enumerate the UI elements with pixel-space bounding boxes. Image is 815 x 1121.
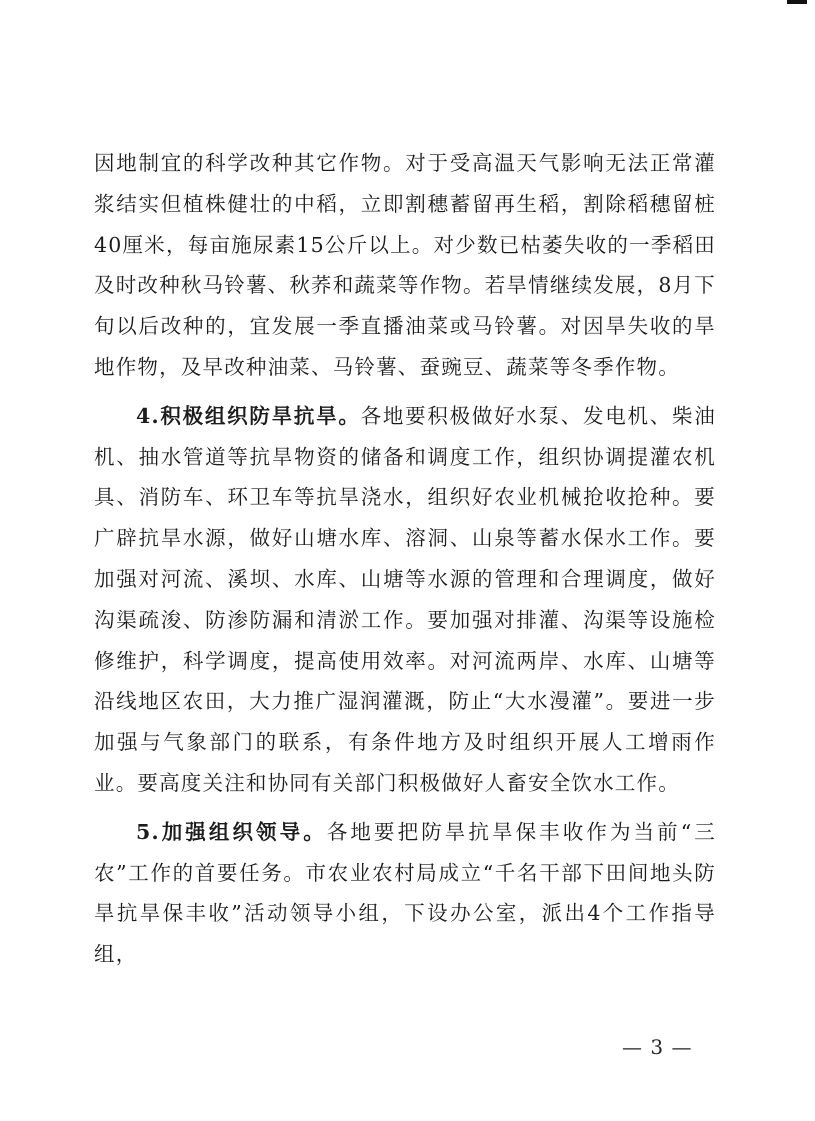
section-4-paragraph — [94, 396, 716, 804]
section-4-body: 各地要积极做好水泵、发电机、柴油机、抽水管道等抗旱物资的储备和调度工作，组织协调提灌农机具、消防车、环卫车等抗旱浇水，组织好农业机械抢收抢种。要广辟抗旱水源，做好山塘水库、溶洞、山泉等蓄水保水工作。要加强对河流、溪坝、水库、山塘等水源的管理和合理调度，做好沟渠疏浚、防渗防漏和清淤工作。要加强对排灌、沟渠等设施检修维护，科学调度，提高使用效率。对河流两岸、水库、山塘等沿线地区农田，大力推广湿润灌溉，防止“大水漫灌”。要进一步加强与气象部门的联系，有条件地方及时组织开展人工增雨作业。要高度关注和协同有关部门积极做好人畜安全饮水工作。 — [94, 403, 716, 795]
paragraph-continuation: 因地制宜的科学改种其它作物。对于受高温天气影响无法正常灌浆结实但植株健壮的中稻，立即割穗蓄留再生稻，割除稻穗留桩40厘米，每亩施尿素15公斤以上。对少数已枯萎失收的一季稻田及时改种秋马铃薯、秋荞和蔬菜等作物。若旱情继续发展，8月下旬以后改种的，宜发展一季直播油菜或马铃薯。对因旱失收的旱地作物，及早改种油菜、马铃薯、蚕豌豆、蔬菜等冬季作物。 — [94, 151, 716, 379]
document-body — [94, 143, 716, 975]
section-5-body: 各地要把防旱抗旱保丰收作为当前“三农”工作的首要任务。市农业农村局成立“千名干部下田间地头防旱抗旱保丰收”活动领导小组，下设办公室，派出4个工作指导组， — [94, 819, 716, 967]
corner-mark — [787, 0, 807, 4]
section-5-heading: 5.加强组织领导。 — [136, 819, 327, 844]
section-5-paragraph — [94, 812, 716, 975]
page-number: — 3 — — [622, 1035, 693, 1059]
section-4-heading: 4.积极组织防旱抗旱。 — [136, 403, 361, 428]
